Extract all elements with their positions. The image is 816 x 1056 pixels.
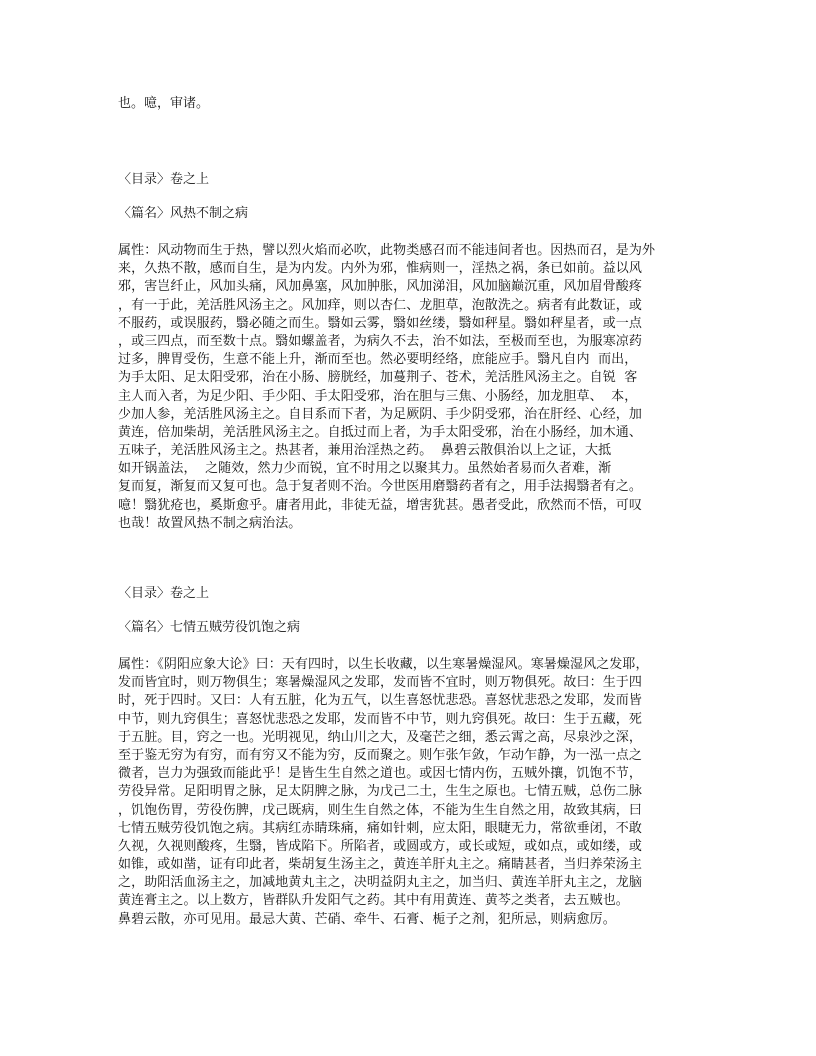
body-line: 黄连，倍加柴胡，羌活胜风汤主之。自抵过而上者，为手太阳受邪，治在小肠经，加木通、 <box>118 424 643 440</box>
body-line: 少加人参，羌活胜风汤主之。自目系而下者，为足厥阴、手少阴受邪，治在肝经、心经，加 <box>118 406 643 422</box>
body-line: 七情五贼劳役饥饱之病。其病红赤睛珠痛，痛如针刺，应太阳，眼睫无力，常欲垂闭，不敢 <box>118 820 643 836</box>
body-line: 至于鉴无穷为有穷，而有穷又不能为穷，反而聚之。则乍张乍敛，乍动乍静，为一泓一点之 <box>118 747 643 763</box>
body-line: 鼻碧云散，亦可见用。最忌大黄、芒硝、牵牛、石膏、栀子之剂，犯所忌，则病愈厉。 <box>118 911 616 927</box>
body-line: 于五脏。目，窍之一也。光明视见，纳山川之大，及毫芒之细，悉云霄之高，尽泉沙之深， <box>118 729 643 745</box>
body-line: 五味子，羌活胜风汤主之。热甚者，兼用治淫热之药。 鼻碧云散俱治以上之证，大抵 <box>118 443 612 459</box>
catalog-heading-1: 〈目录〉卷之上 <box>118 172 210 187</box>
chapter-title-1: 〈篇名〉风热不制之病 <box>118 206 249 221</box>
body-line: 邪，害岂纤止，风加头痛，风加鼻塞，风加肿胀，风加涕泪，风加脑巅沉重，风加眉骨酸疼 <box>118 279 643 295</box>
section-body-1 <box>118 242 708 533</box>
body-line: 如锥，或如凿，证有印此者，柴胡复生汤主之，黄连羊肝丸主之。痛睛甚者，当归养荣汤主 <box>118 857 643 873</box>
body-line: 发而皆宜时，则万物俱生；寒暑燥湿风之发耶，发而皆不宜时，则万物俱死。故曰：生于四 <box>118 675 643 691</box>
section-body-2 <box>118 656 708 929</box>
body-line: 微者，岂力为强致而能此乎！是皆生生自然之道也。或因七情内伤，五贼外攘，饥饱不节， <box>118 766 643 782</box>
body-line: ，或三四点，而至数十点。翳如螺盖者，为病久不去，治不如法，至极而至也，为服寒凉药 <box>118 333 643 349</box>
body-line: 劳役异常。足阳明胃之脉，足太阴脾之脉，为戊己二土，生生之原也。七情五贼，总伤二脉 <box>118 784 643 800</box>
body-line: 噫！翳犹疮也，奚斯愈乎。庸者用此，非徒无益，增害犹甚。愚者受此，欣然而不悟，可叹 <box>118 497 643 513</box>
body-line: 为手太阳、足太阳受邪，治在小肠、膀胱经，加蔓荆子、苍术，羌活胜风汤主之。自锐 客 <box>118 370 638 386</box>
body-line: 之，助阳活血汤主之，加减地黄丸主之，决明益阴丸主之，加当归、黄连羊肝丸主之，龙脑 <box>118 875 643 891</box>
body-line: 黄连膏主之。以上数方，皆群队升发阳气之药。其中有用黄连、黄芩之类者，去五贼也。 <box>118 893 629 909</box>
body-line: 来，久热不散，感而自生，是为内发。内外为邪，惟病则一，淫热之祸，条已如前。益以风 <box>118 261 643 277</box>
body-line: 不服药，或误服药，翳必随之而生。翳如云雾，翳如丝缕，翳如秤星。翳如秤星者，或一点 <box>118 315 643 331</box>
body-line: 中节，则九窍俱生；喜怒忧悲恐之发耶，发而皆不中节，则九窍俱死。故曰：生于五藏，死 <box>118 711 643 727</box>
body-line: 复而复，渐复而又复可也。急于复者则不治。今世医用磨翳药者有之，用手法揭翳者有之。 <box>118 479 643 495</box>
body-line: 属性：《阴阳应象大论》曰：天有四时，以生长收藏，以生寒暑燥湿风。寒暑燥湿风之发耶， <box>118 657 649 672</box>
catalog-heading-2: 〈目录〉卷之上 <box>118 586 210 601</box>
body-line: 也哉！故置风热不制之病治法。 <box>118 515 302 531</box>
body-line: 属性：风动物而生于热，譬以烈火焰而必吹，此物类感召而不能违间者也。因热而召，是为外 <box>118 243 656 258</box>
intro-line: 也。噫，审诸。 <box>118 96 210 111</box>
body-line: 如开锅盖法， 之随效，然力少而锐，宜不时用之以聚其力。虽然始者易而久者难，渐 <box>118 461 612 477</box>
body-line: 久视，久视则酸疼，生翳，皆成陷下。所陷者，或圆或方，或长或短，或如点，或如缕，或 <box>118 838 643 854</box>
body-line: ，饥饱伤胃，劳役伤脾，戊己既病，则生生自然之体，不能为生生自然之用，故致其病，曰 <box>118 802 643 818</box>
chapter-title-2: 〈篇名〉七情五贼劳役饥饱之病 <box>118 620 301 635</box>
body-line: 过多，脾胃受伤，生意不能上升，渐而至也。然必要明经络，庶能应手。翳凡自内 而出， <box>118 352 638 368</box>
body-line: 时，死于四时。又曰：人有五脏，化为五气，以生喜怒忧悲恐。喜怒忧悲恐之发耶，发而皆 <box>118 693 643 709</box>
body-line: 主人而入者，为足少阳、手少阳、手太阳受邪，治在胆与三焦、小肠经，加龙胆草、 本， <box>118 388 638 404</box>
body-line: ，有一于此，羌活胜风汤主之。风加痒，则以杏仁、龙胆草，泡散洗之。病者有此数证，或 <box>118 297 643 313</box>
